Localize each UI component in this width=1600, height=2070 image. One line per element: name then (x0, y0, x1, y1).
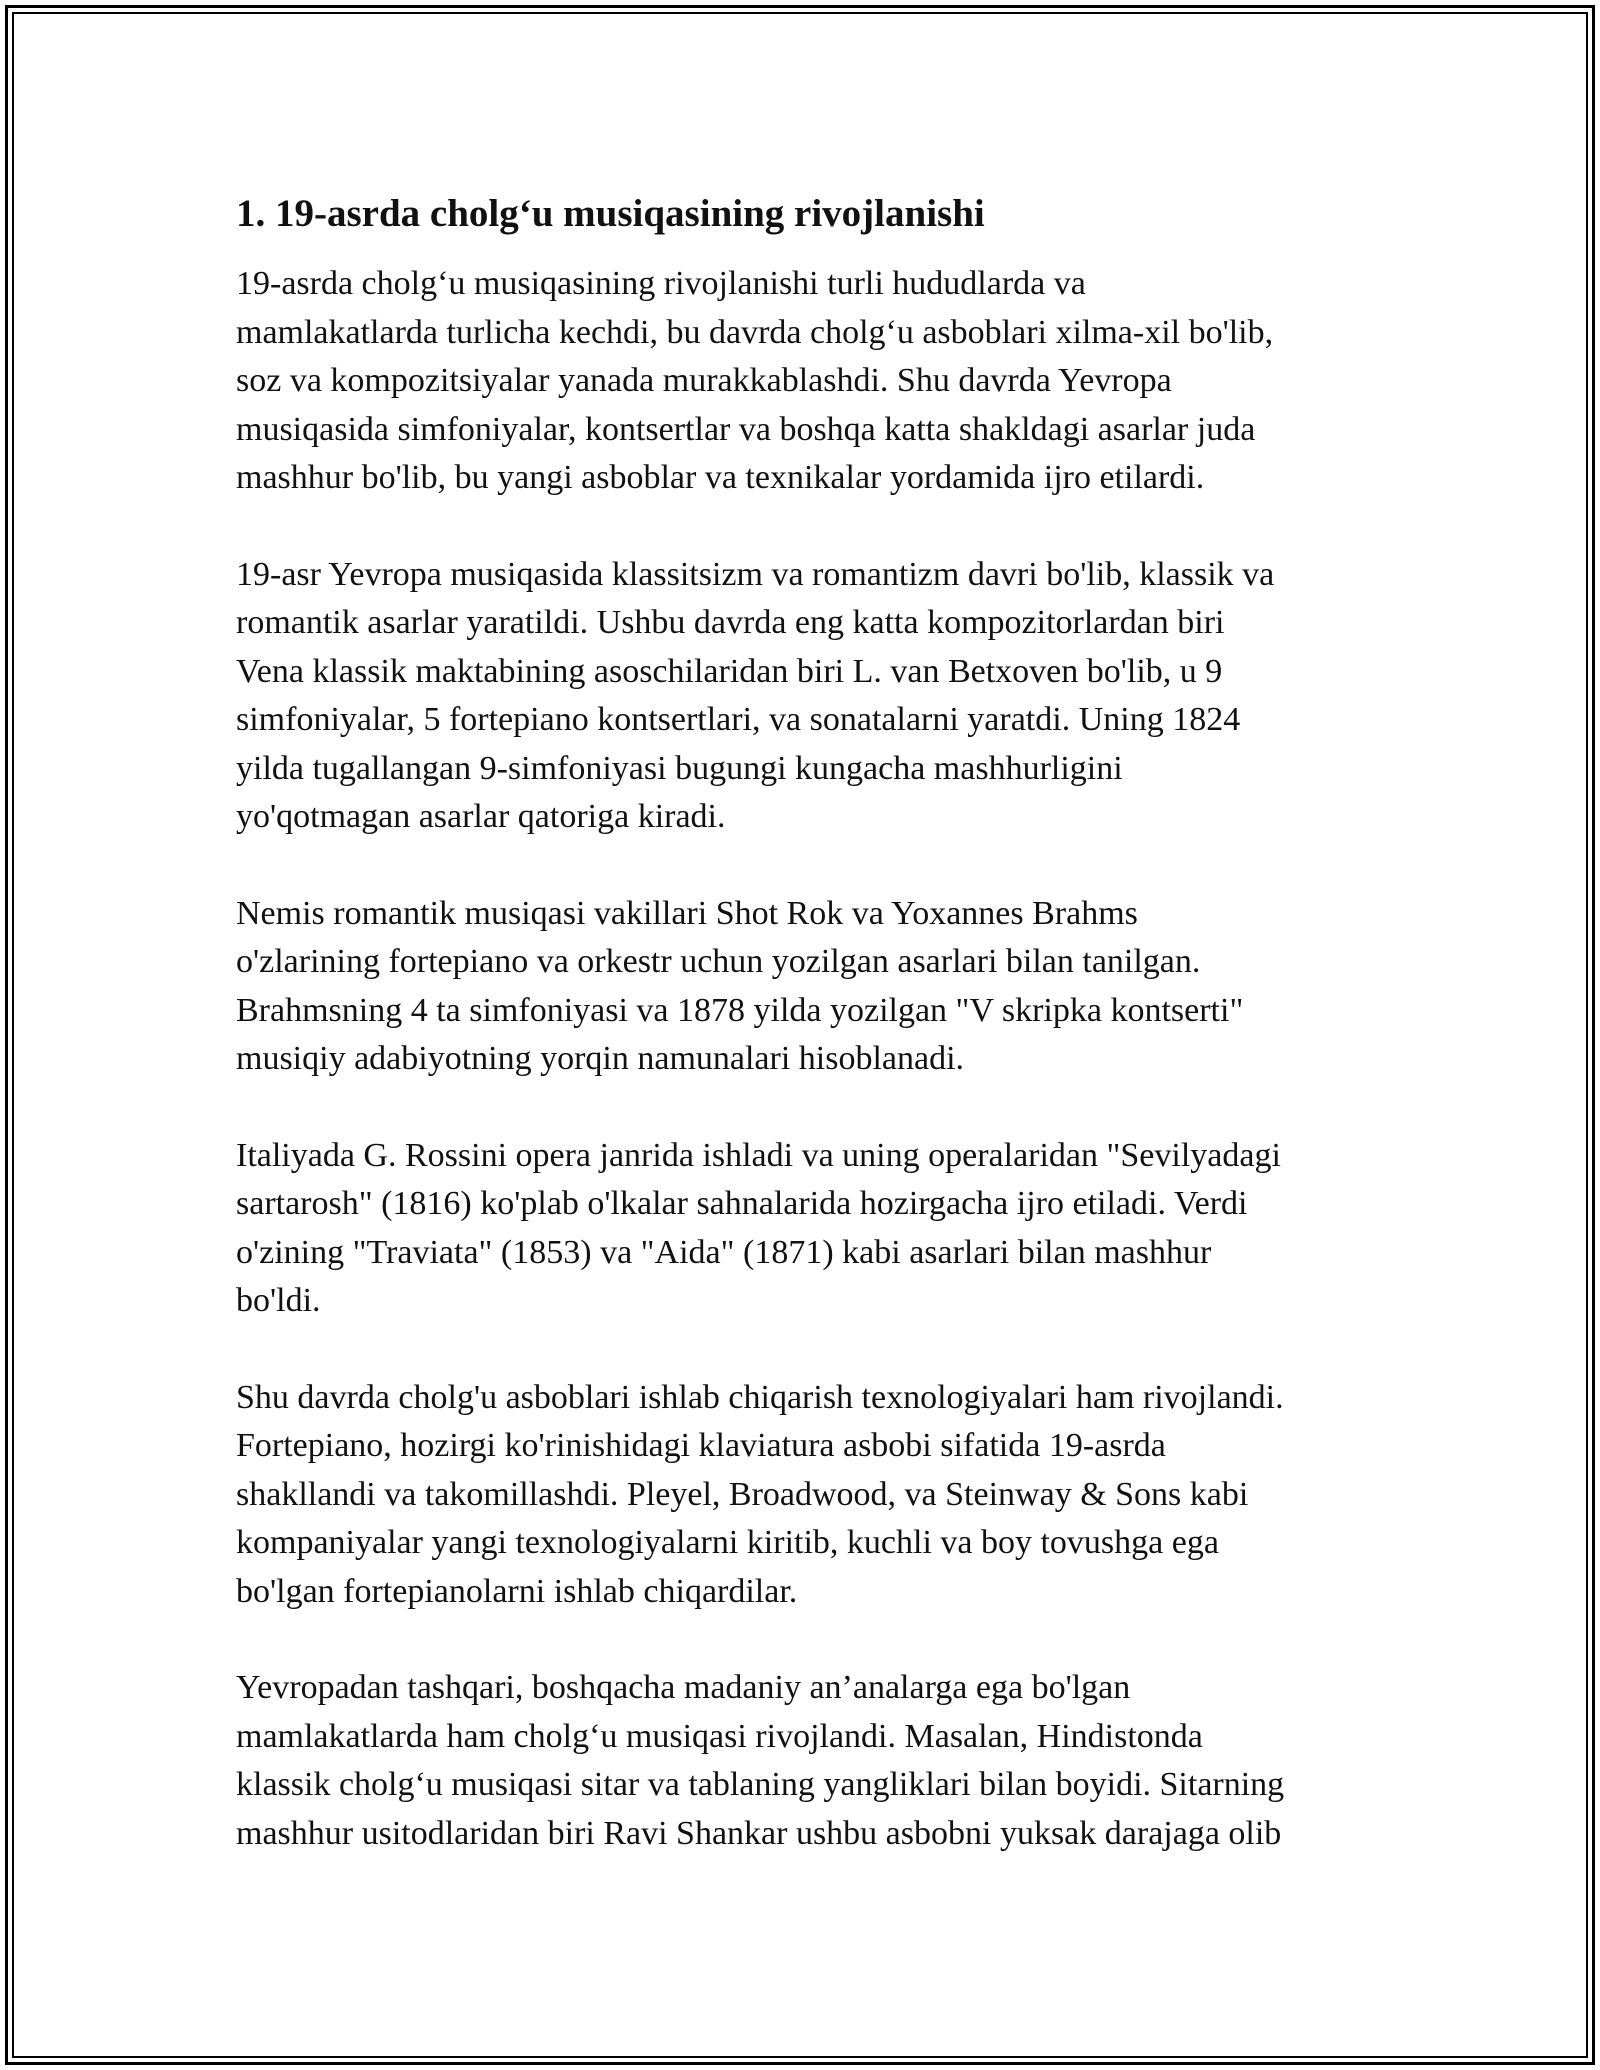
paragraph-line: 19-asrda cholg‘u musiqasining rivojlanishi turli hududlarda va (236, 265, 1086, 302)
paragraph-line: romantik asarlar yaratildi. Ushbu davrda eng katta kompozitorlardan biri (236, 604, 1225, 641)
paragraph-line: kompaniyalar yangi texnologiyalarni kiritib, kuchli va boy tovushga ega (236, 1524, 1219, 1561)
paragraph-line: sartarosh" (1816) ko'plab o'lkalar sahnalarida hozirgacha ijro etiladi. Verdi (236, 1185, 1248, 1222)
paragraph-line: yo'qotmagan asarlar qatoriga kiradi. (236, 798, 726, 835)
paragraph-line: mashhur usitodlaridan biri Ravi Shankar ushbu asbobni yuksak darajaga olib (236, 1814, 1282, 1852)
paragraph-line: o'zining "Traviata" (1853) va "Aida" (1871) kabi asarlari bilan mashhur (236, 1233, 1212, 1271)
section-heading: 1. 19-asrda cholg‘u musiqasining rivojlanishi (236, 192, 985, 235)
paragraph-line: bo'ldi. (236, 1282, 321, 1319)
paragraph-1 (236, 260, 1396, 503)
paragraph-3 (236, 890, 1396, 1084)
paragraph-4 (236, 1132, 1396, 1326)
paragraph-line: Fortepiano, hozirgi ko'rinishidagi klaviatura asbobi sifatida 19-asrda (236, 1427, 1166, 1464)
paragraph-line: bo'lgan fortepianolarni ishlab chiqardilar. (236, 1572, 798, 1610)
paragraph-line: Italiyada G. Rossini opera janrida ishladi va uning operalaridan "Sevilyadagi (236, 1136, 1281, 1174)
paragraph-2 (236, 551, 1396, 842)
paragraph-line: musiqiy adabiyotning yorqin namunalari hisoblanadi. (236, 1040, 965, 1077)
paragraph-line: Yevropadan tashqari, boshqacha madaniy an’analarga ega bo'lgan (236, 1669, 1131, 1706)
paragraph-line: yilda tugallangan 9-simfoniyasi bugungi kungacha mashhurligini (236, 749, 1123, 787)
paragraph-line: Brahmsning 4 ta simfoniyasi va 1878 yilda yozilgan "V skripka kontserti" (236, 991, 1244, 1029)
paragraph-line: simfoniyalar, 5 fortepiano kontsertlari, va sonatalarni yaratdi. Uning 1824 (236, 701, 1241, 738)
document-body (236, 190, 1396, 1906)
paragraph-line: Vena klassik maktabining asoschilaridan biri L. van Betxoven bo'lib, u 9 (236, 652, 1223, 690)
paragraph-line: o'zlarining fortepiano va orkestr uchun yozilgan asarlari bilan tanilgan. (236, 943, 1201, 980)
paragraph-line: shakllandi va takomillashdi. Pleyel, Broadwood, va Steinway & Sons kabi (236, 1475, 1249, 1513)
paragraph-6 (236, 1664, 1396, 1858)
paragraph-line: mamlakatlarda ham cholg‘u musiqasi rivojlandi. Masalan, Hindistonda (236, 1717, 1203, 1755)
paragraph-line: Shu davrda cholg'u asboblari ishlab chiqarish texnologiyalari ham rivojlandi. (236, 1378, 1284, 1416)
paragraph-line: musiqasida simfoniyalar, kontsertlar va boshqa katta shakldagi asarlar juda (236, 410, 1256, 448)
paragraph-5 (236, 1374, 1396, 1617)
paragraph-line: Nemis romantik musiqasi vakillari Shot Rok va Yoxannes Brahms (236, 894, 1138, 932)
paragraph-line: mashhur bo'lib, bu yangi asboblar va texnikalar yordamida ijro etilardi. (236, 459, 1205, 496)
paragraph-line: klassik cholg‘u musiqasi sitar va tablaning yangliklari bilan boyidi. Sitarning (236, 1766, 1285, 1803)
paragraph-line: mamlakatlarda turlicha kechdi, bu davrda cholg‘u asboblari xilma-xil bo'lib, (236, 313, 1274, 351)
paragraph-line: 19-asr Yevropa musiqasida klassitsizm va romantizm davri bo'lib, klassik va (236, 555, 1275, 593)
paragraph-line: soz va kompozitsiyalar yanada murakkablashdi. Shu davrda Yevropa (236, 362, 1172, 399)
